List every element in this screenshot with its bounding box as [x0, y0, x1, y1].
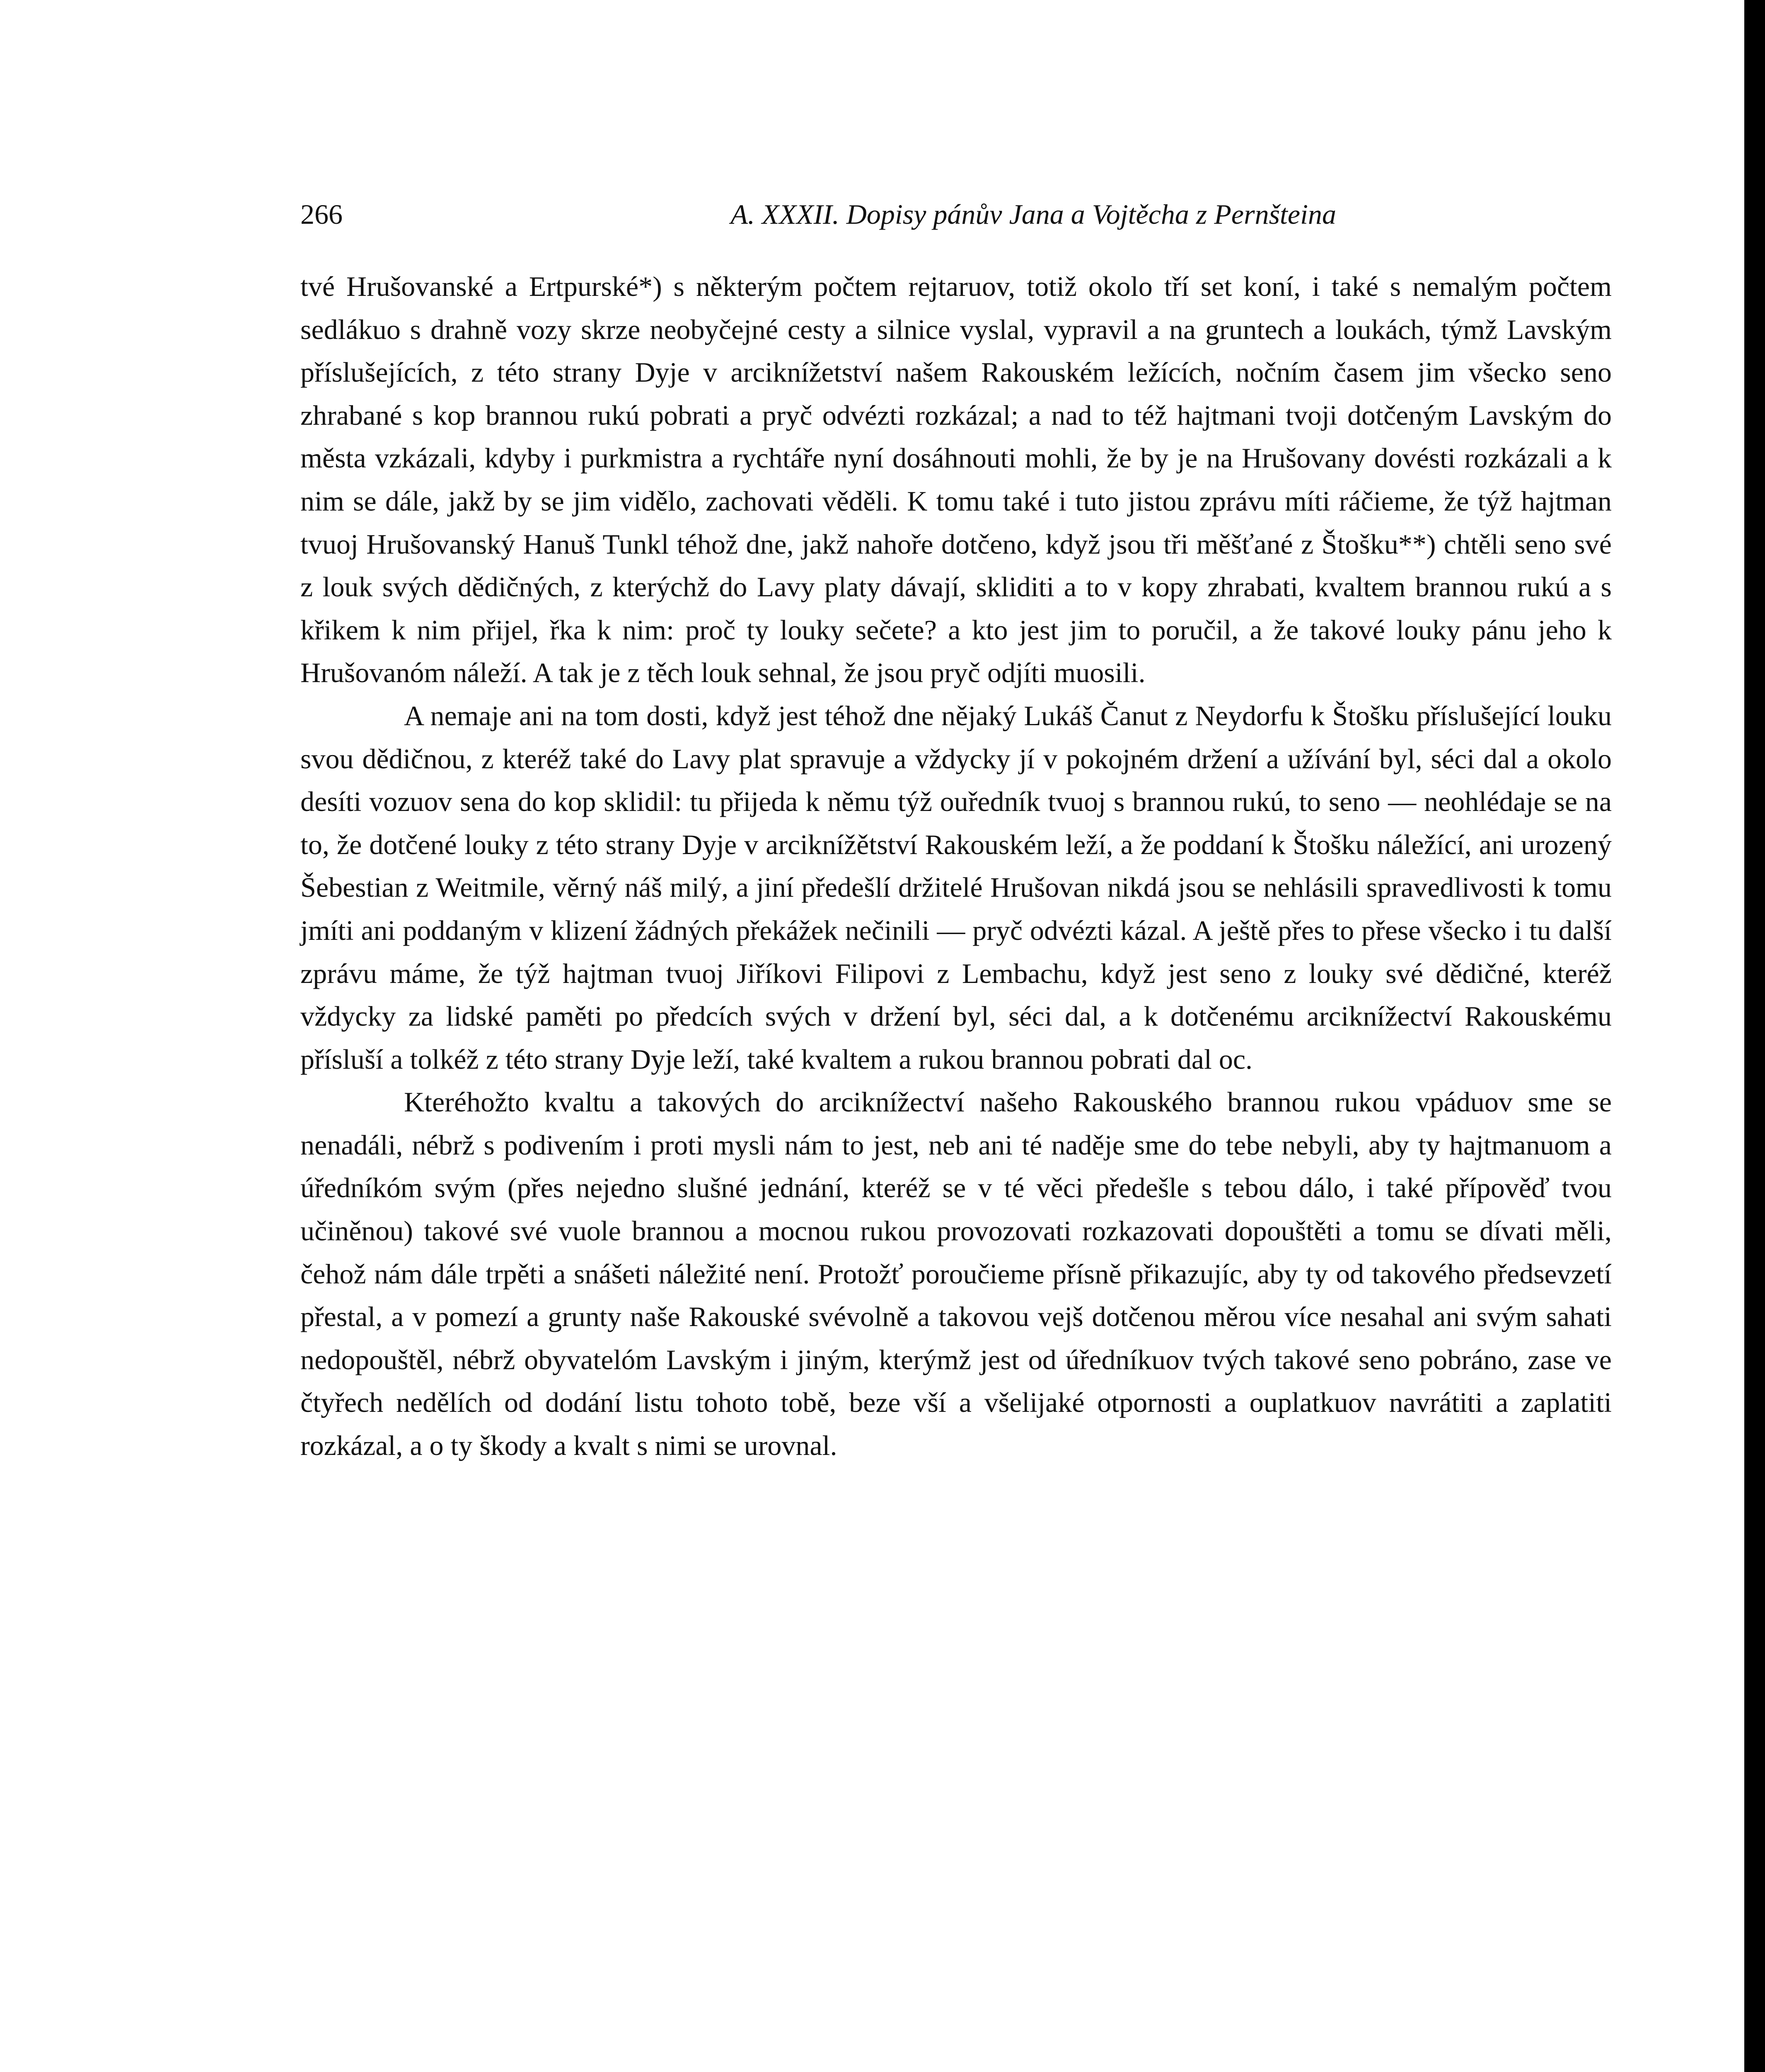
page-number: 266	[300, 198, 343, 230]
running-title: A. XXXII. Dopisy pánův Jana a Vojtěcha z Pernšteina	[730, 198, 1336, 230]
paragraph-2: A nemaje ani na tom dosti, když jest téhož dne nějaký Lukáš Čanut z Neydorfu k Štošku příslušející louku svou dědičnou, z kteréž také do Lavy plat spravuje a vždycky jí v pokojném držení a užívání byl, séci dal a okolo desíti vozuov sena do kop sklidil: tu přijeda k němu týž ouředník tvuoj s brannou rukú, to seno — neohlédaje se na to, že dotčené louky z této strany Dyje v arciknížětství Rakouském leží, a že poddaní k Štošku náležící, ani urozený Šebestian z Weitmile, věrný náš milý, a jiní předešlí držitelé Hrušovan nikdá jsou se nehlásili spravedlivosti k tomu jmíti ani poddaným v klizení žádných překážek nečinili — pryč odvézti kázal. A ještě přes to přese všecko i tu další zprávu máme, že týž hajtman tvuoj Jiříkovi Filipovi z Lembachu, když jest seno z louky své dědičné, kteréž vždycky za lidské paměti po předcích svých v držení byl, séci dal, a k dotčenému arciknížectví Rakouskému přísluší a tolkéž z této strany Dyje leží, také kvaltem a rukou brannou pobrati dal oc.	[300, 700, 1612, 1075]
paragraph-1: tvé Hrušovanské a Ertpurské*) s některým počtem rejtaruov, totiž okolo tří set koní, i také s nemalým počtem sedlákuo s drahně vozy skrze neobyčejné cesty a silnice vyslal, vypravil a na gruntech a loukách, týmž Lavským příslušejících, z této strany Dyje v arciknížetství našem Rakouském ležících, nočním časem jim všecko seno zhrabané s kop brannou rukú pobrati a pryč odvézti rozkázal; a nad to též hajtmani tvoji dotčeným Lavským do města vzkázali, kdyby i purkmistra a rychtáře nyní dosáhnouti mohli, že by je na Hrušovany dovésti rozkázali a k nim se dále, jakž by se jim vidělo, zachovati věděli. K tomu také i tuto jistou zprávu míti ráčieme, že týž hajtman tvuoj Hrušovanský Hanuš Tunkl téhož dne, jakž nahoře dotčeno, když jsou tři měšťané z Štošku**) chtěli seno své z louk svých dědičných, z kterýchž do Lavy platy dávají, skliditi a to v kopy zhrabati, kvaltem brannou rukú a s křikem k nim přijel, řka k nim: proč ty louky sečete? a kto jest jim to poručil, a že takové louky pánu jeho k Hrušovanóm náleží. A tak je z těch louk sehnal, že jsou pryč odjíti muosili.	[300, 271, 1612, 689]
paragraph-3: Kteréhožto kvaltu a takových do arciknížectví našeho Rakouského brannou rukou vpáduov sme se nenadáli, nébrž s podivením i proti mysli nám to jest, neb ani té naděje sme do tebe nebyli, aby ty hajtmanuom a úředníkóm svým (přes nejedno slušné jednání, kteréž se v té věci předešle s tebou dálo, i také přípověď tvou učiněnou) takové své vuole brannou a mocnou rukou provozovati rozkazovati dopouštěti a tomu se dívati měli, čehož nám dále trpěti a snášeti náležité není. Protožť poroučieme přísně přikazujíc, aby ty od takového předsevzetí přestal, a v pomezí a grunty naše Rakouské svévolně a takovou vejš dotčenou měrou více nesahal ani svým sahati nedopouštěl, nébrž obyvatelóm Lavským i jiným, kterýmž jest od úředníkuov tvých takové seno pobráno, zase ve čtyřech nedělích od dodání listu tohoto tobě, beze vší a všelijaké otpornosti a ouplatkuov navrátiti a zaplatiti rozkázal, a o ty škody a kvalt s nimi se urovnal.	[300, 1086, 1612, 1462]
page-header	[300, 198, 1336, 244]
scan-edge	[1744, 0, 1765, 2072]
body-text	[300, 265, 1612, 1467]
